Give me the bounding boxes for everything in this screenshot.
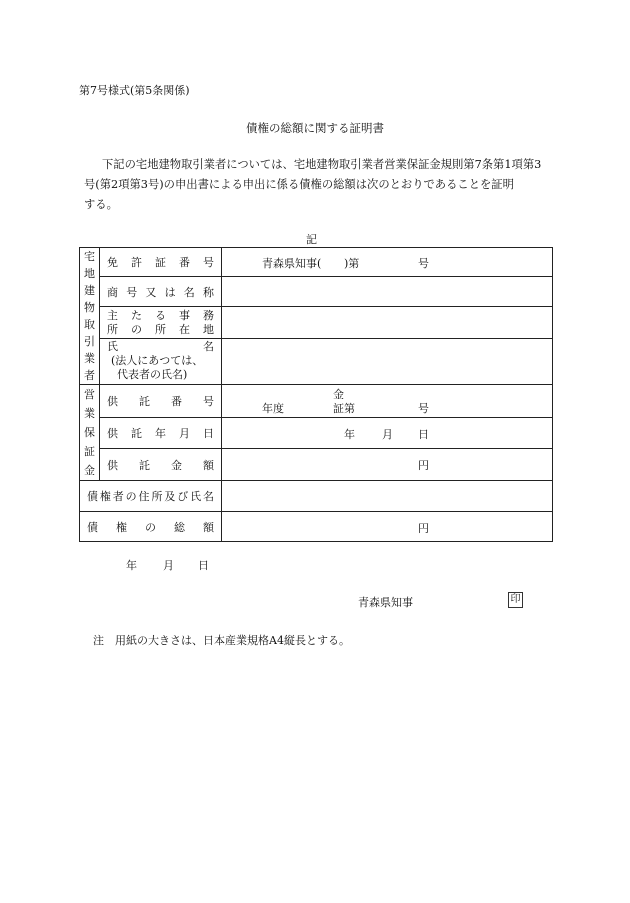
deposit-date-value[interactable]: 年 月 日 <box>222 417 553 449</box>
issue-date-year: 年 <box>126 559 137 572</box>
form-number: 第7号様式(第5条関係) <box>79 84 190 97</box>
license-number-label: 免 許 証 番 号 <box>100 248 222 277</box>
issue-date-month: 月 <box>163 559 174 572</box>
row-total <box>80 512 553 542</box>
trade-name-label: 商 号 又 は 名 称 <box>100 277 222 307</box>
row-office-address <box>80 307 553 338</box>
paper-size-note: 注 用紙の大きさは、日本産業規格A4縦長とする。 <box>93 634 350 647</box>
deposit-amount-value[interactable]: 円 <box>222 449 553 481</box>
row-name <box>80 338 553 384</box>
row-deposit-date <box>80 417 553 449</box>
trade-name-value[interactable] <box>222 277 553 307</box>
certification-paragraph <box>84 155 554 215</box>
document-title: 債権の総額に関する証明書 <box>246 121 384 135</box>
name-label: 氏 名 (法人にあつては、 代表者の氏名) <box>100 338 222 384</box>
deposit-amount-label: 供 託 金 額 <box>100 449 222 481</box>
row-deposit-number <box>80 385 553 418</box>
total-label: 債 権 の 総 額 <box>80 512 222 542</box>
paragraph-line-3: する。 <box>84 198 118 211</box>
row-license-number <box>80 248 553 277</box>
deposit-number-label: 供 託 番 号 <box>100 385 222 418</box>
name-value[interactable] <box>222 338 553 384</box>
governor-signature: 青森県知事 <box>358 596 413 609</box>
row-deposit-amount <box>80 449 553 481</box>
group-business-deposit: 営 業 保 証 金 <box>80 385 100 481</box>
seal-mark: 印 <box>508 592 523 608</box>
deposit-date-label: 供 託 年 月 日 <box>100 417 222 449</box>
creditor-label: 債権者の住所及び氏名 <box>80 481 222 512</box>
paragraph-line-1: 下記の宅地建物取引業者については、宅地建物取引業者営業保証金規則第7条第1項第3 <box>102 158 542 171</box>
creditor-value[interactable] <box>222 481 553 512</box>
certificate-table <box>79 247 553 542</box>
office-address-value[interactable] <box>222 307 553 338</box>
row-creditor <box>80 481 553 512</box>
issue-date-day: 日 <box>198 559 209 572</box>
ki-heading: 記 <box>306 233 317 246</box>
deposit-number-value[interactable]: 年度 金 証第 号 <box>222 385 553 418</box>
row-trade-name <box>80 277 553 307</box>
paragraph-line-2: 号(第2項第3号)の申出書による申出に係る債権の総額は次のとおりであることを証明 <box>84 178 514 191</box>
office-address-label: 主 た る 事 務 所 の 所 在 地 <box>100 307 222 338</box>
total-value[interactable]: 円 <box>222 512 553 542</box>
license-number-value[interactable]: 青森県知事( )第 号 <box>222 248 553 277</box>
group-real-estate-agent: 宅 地 建 物 取 引 業 者 <box>80 248 100 385</box>
